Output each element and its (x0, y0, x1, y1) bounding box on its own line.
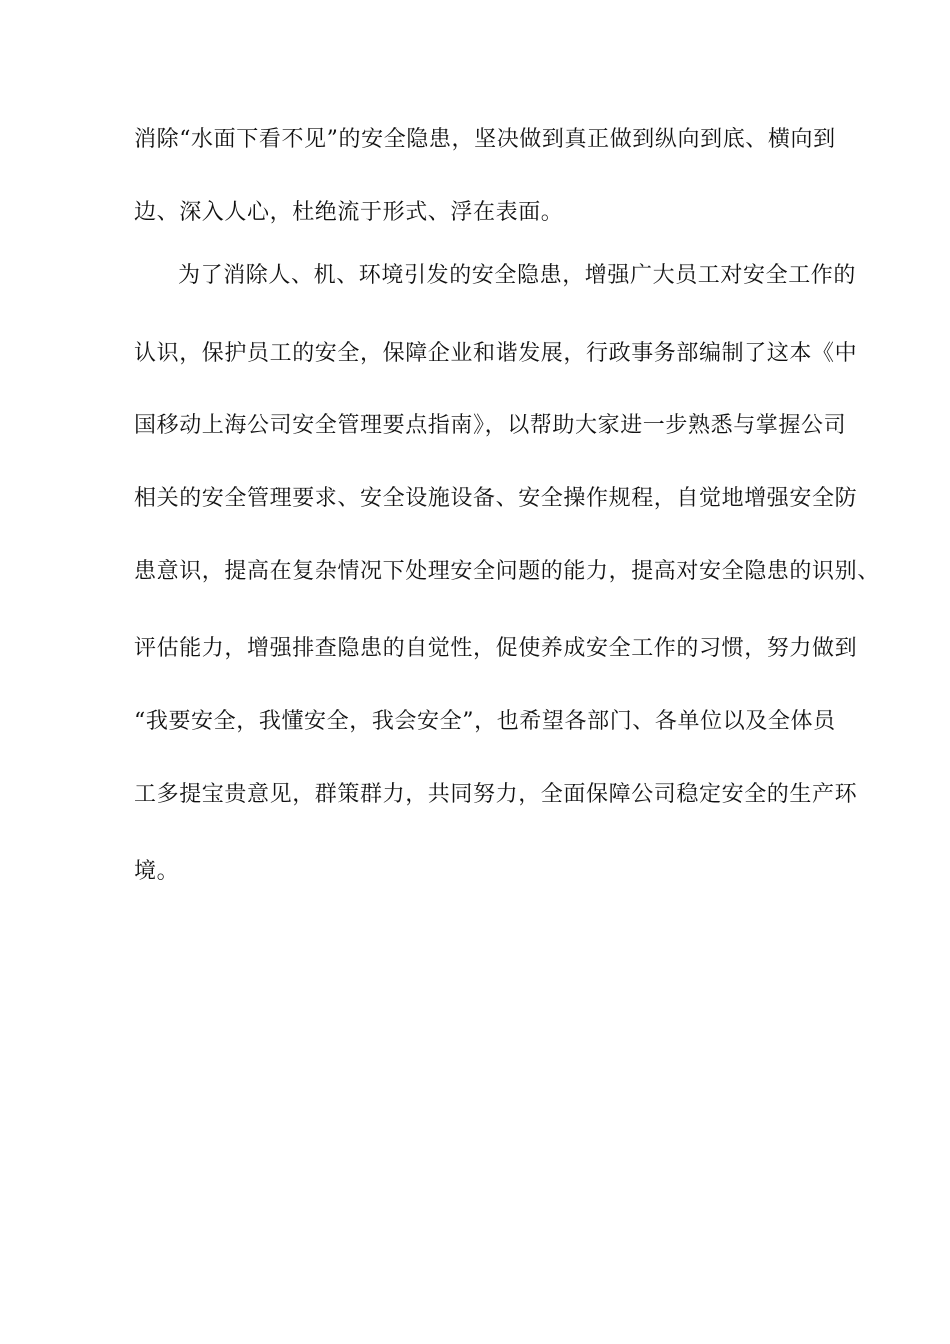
text-line: 边、深入人心，杜绝流于形式、浮在表面。 (134, 200, 564, 225)
paragraph-first-line: 为了消除人、机、环境引发的安全隐患，增强广大员工对安全工作的 (178, 263, 857, 288)
text-line: 相关的安全管理要求、安全设施设备、安全操作规程，自觉地增强安全防 (134, 486, 858, 511)
text-line: 患意识，提高在复杂情况下处理安全问题的能力，提高对安全隐患的识别、 (134, 559, 880, 584)
text-line: 工多提宝贵意见，群策群力，共同努力，全面保障公司稳定安全的生产环 (134, 782, 858, 807)
text-line: 国移动上海公司安全管理要点指南》，以帮助大家进一步熟悉与掌握公司 (134, 413, 847, 438)
text-line: 认识，保护员工的安全，保障企业和谐发展，行政事务部编制了这本《中 (134, 341, 858, 366)
text-line: “我要安全，我懂安全，我会安全”，也希望各部门、各单位以及全体员 (134, 709, 836, 734)
text-line: 评估能力，增强排查隐患的自觉性，促使养成安全工作的习惯，努力做到 (134, 636, 858, 661)
text-line: 消除“水面下看不见”的安全隐患，坚决做到真正做到纵向到底、横向到 (134, 127, 836, 152)
text-line: 境。 (134, 859, 180, 884)
